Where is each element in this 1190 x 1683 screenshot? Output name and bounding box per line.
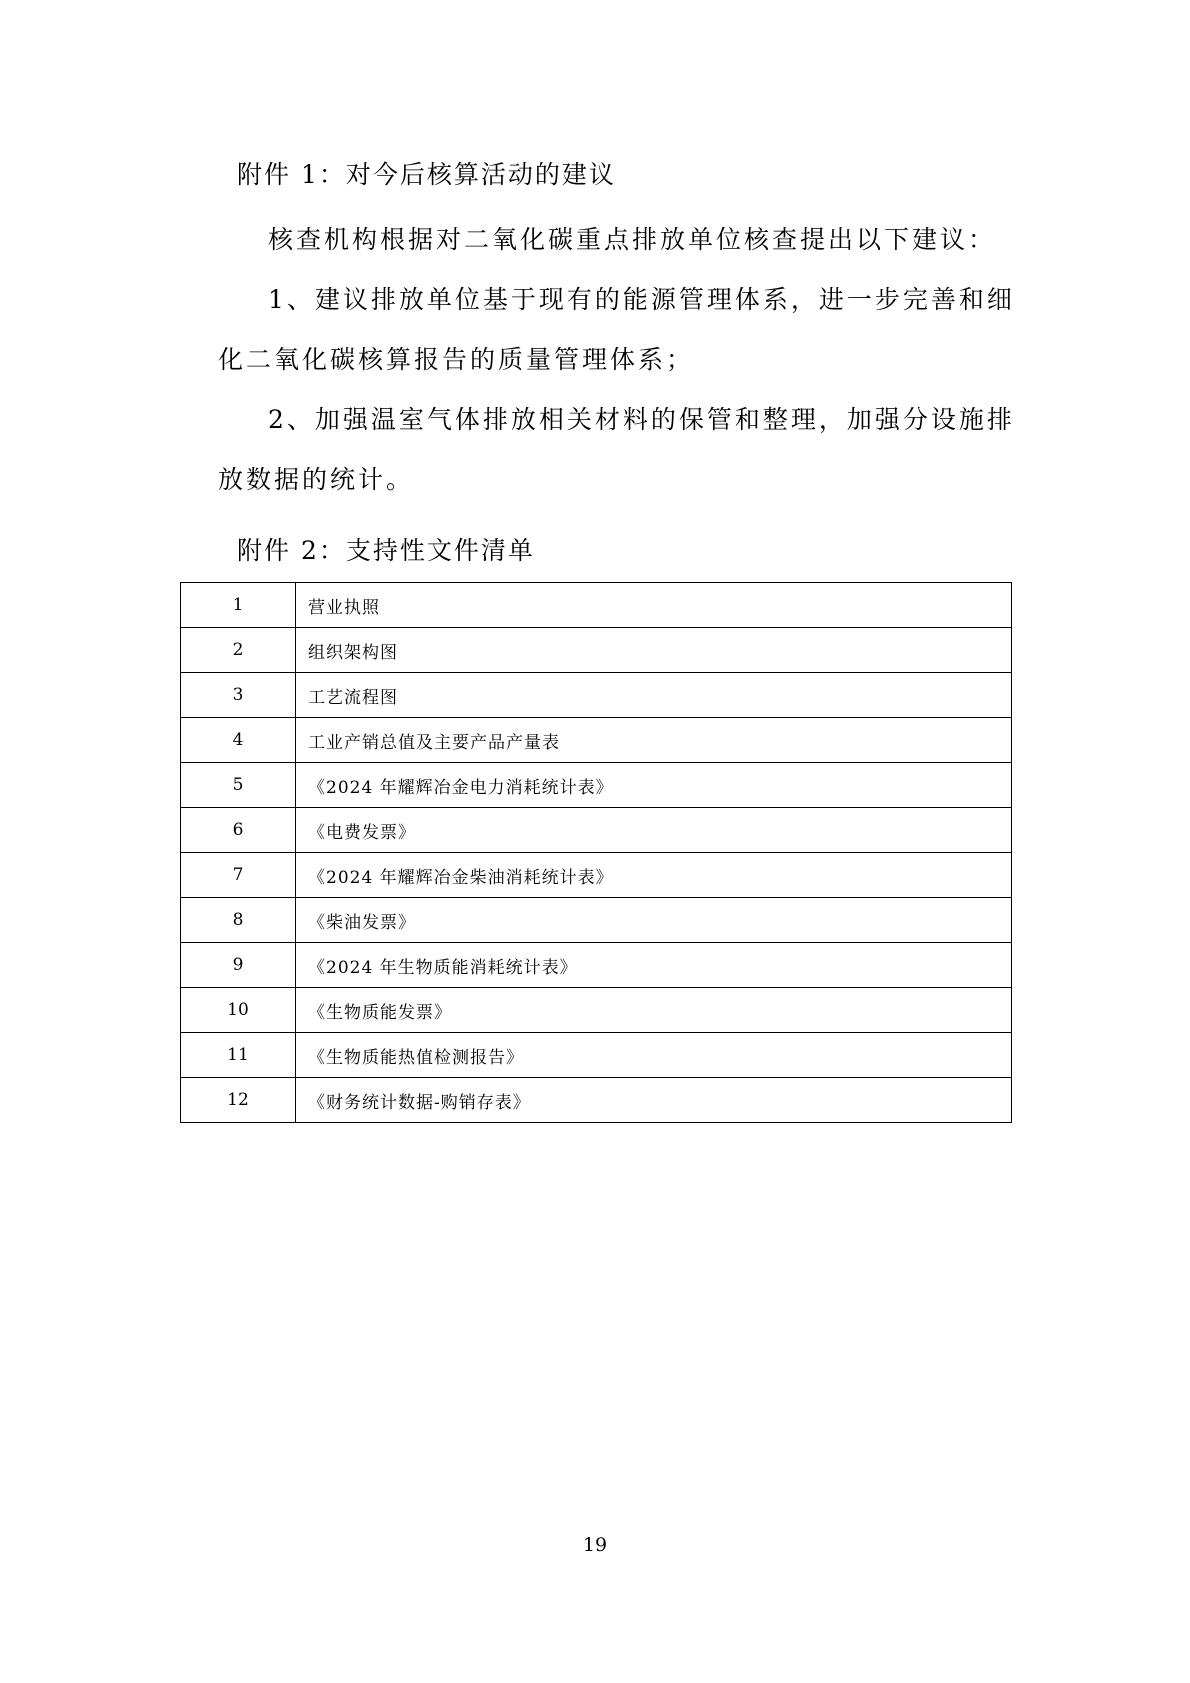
document-number: 3 bbox=[181, 673, 296, 718]
document-name: 《柴油发票》 bbox=[296, 898, 1012, 943]
attachment-2-heading: 附件 2：支持性文件清单 bbox=[237, 536, 535, 565]
table-row bbox=[181, 1078, 1012, 1123]
supporting-documents-table bbox=[180, 582, 1012, 1123]
table-row bbox=[181, 988, 1012, 1033]
suggestion-intro-text: 核查机构根据对二氧化碳重点排放单位核查提出以下建议： bbox=[268, 225, 997, 254]
attachment-1-heading: 附件 1：对今后核算活动的建议 bbox=[237, 160, 616, 189]
document-number: 6 bbox=[181, 808, 296, 853]
document-number: 12 bbox=[181, 1078, 296, 1123]
table-row bbox=[181, 853, 1012, 898]
table-row bbox=[181, 763, 1012, 808]
document-number: 10 bbox=[181, 988, 296, 1033]
suggestion-1-paragraph bbox=[218, 270, 1022, 390]
document-name: 组织架构图 bbox=[296, 628, 1012, 673]
document-number: 4 bbox=[181, 718, 296, 763]
suggestion-2-paragraph bbox=[218, 390, 1022, 510]
table-row bbox=[181, 583, 1012, 628]
table-row bbox=[181, 808, 1012, 853]
document-number: 8 bbox=[181, 898, 296, 943]
document-name: 营业执照 bbox=[296, 583, 1012, 628]
suggestion-1-text: 1、建议排放单位基于现有的能源管理体系，进一步完善和细化二氧化碳核算报告的质量管理体系； bbox=[218, 285, 1015, 374]
table-row bbox=[181, 673, 1012, 718]
document-name: 《2024 年生物质能消耗统计表》 bbox=[296, 943, 1012, 988]
table-row bbox=[181, 1033, 1012, 1078]
table-row bbox=[181, 898, 1012, 943]
document-name: 工业产销总值及主要产品产量表 bbox=[296, 718, 1012, 763]
document-name: 工艺流程图 bbox=[296, 673, 1012, 718]
document-name: 《生物质能热值检测报告》 bbox=[296, 1033, 1012, 1078]
document-name: 《财务统计数据-购销存表》 bbox=[296, 1078, 1012, 1123]
suggestion-2-text: 2、加强温室气体排放相关材料的保管和整理，加强分设施排放数据的统计。 bbox=[218, 405, 1015, 494]
table-row bbox=[181, 943, 1012, 988]
suggestion-intro-paragraph bbox=[218, 210, 1022, 270]
document-name: 《生物质能发票》 bbox=[296, 988, 1012, 1033]
table-row bbox=[181, 628, 1012, 673]
document-name: 《电费发票》 bbox=[296, 808, 1012, 853]
document-number: 2 bbox=[181, 628, 296, 673]
page-number: 19 bbox=[582, 1534, 608, 1556]
document-number: 7 bbox=[181, 853, 296, 898]
document-number: 5 bbox=[181, 763, 296, 808]
document-name: 《2024 年耀辉冶金电力消耗统计表》 bbox=[296, 763, 1012, 808]
document-number: 11 bbox=[181, 1033, 296, 1078]
document-name: 《2024 年耀辉冶金柴油消耗统计表》 bbox=[296, 853, 1012, 898]
table-row bbox=[181, 718, 1012, 763]
document-number: 1 bbox=[181, 583, 296, 628]
document-number: 9 bbox=[181, 943, 296, 988]
